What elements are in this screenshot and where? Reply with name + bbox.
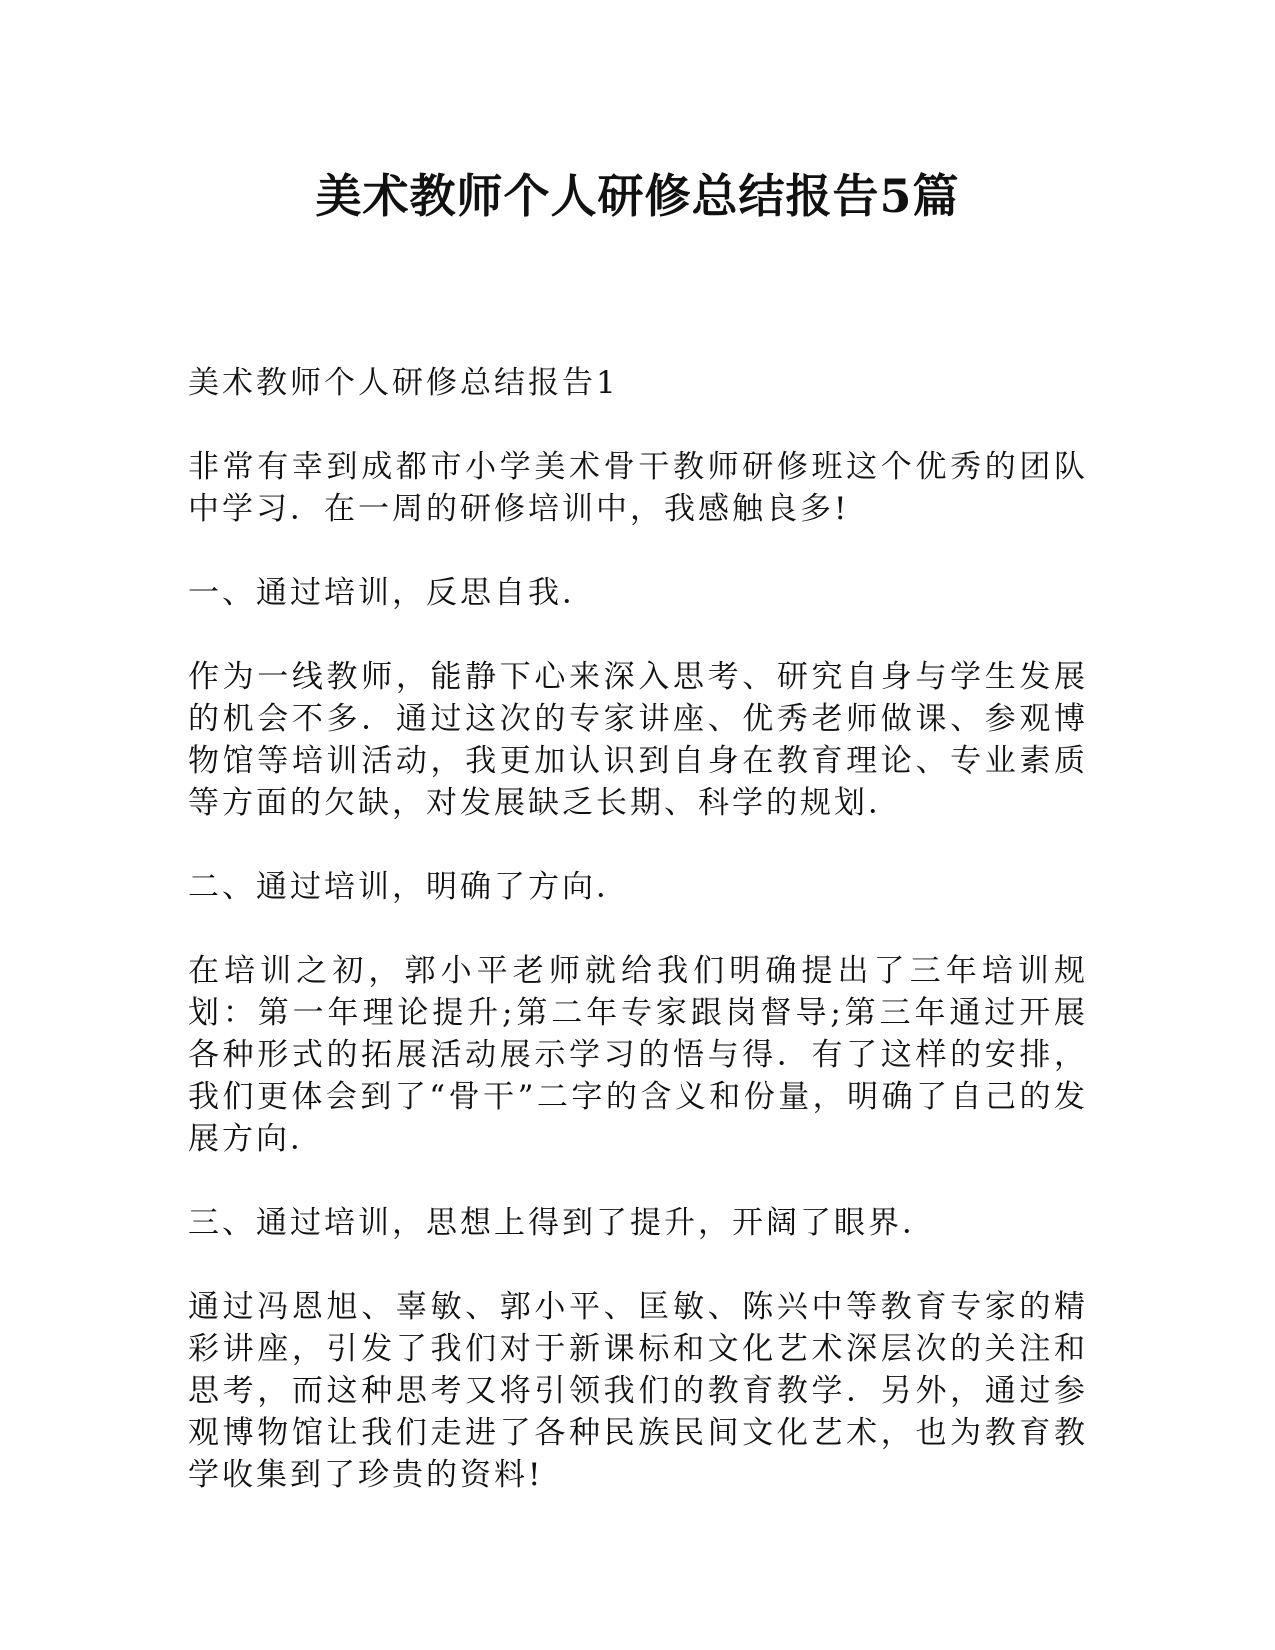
body-paragraph: 在培训之初，郭小平老师就给我们明确提出了三年培训规划：第一年理论提升;第二年专家跟岗督导;第三年通过开展各种形式的拓展活动展示学习的悟与得．有了这样的安排，我们更体会到了“骨干”二字的含义和份量，明确了自己的发展方向． <box>188 953 1088 1157</box>
section-heading: 三、通过培训，思想上得到了提升，开阔了眼界． <box>188 1205 936 1241</box>
section-heading: 二、通过培训，明确了方向． <box>188 869 630 905</box>
body-paragraph: 通过冯恩旭、辜敏、郭小平、匡敏、陈兴中等教育专家的精彩讲座，引发了我们对于新课标和文化艺术深层次的关注和思考，而这种思考又将引领我们的教育教学．另外，通过参观博物馆让我们走进了各种民族民间文化艺术，也为教育教学收集到了珍贵的资料! <box>188 1289 1088 1493</box>
document-body <box>188 362 1088 1538</box>
section-heading: 美术教师个人研修总结报告1 <box>188 365 619 401</box>
section-heading: 一、通过培训，反思自我． <box>188 575 596 611</box>
document-title: 美术教师个人研修总结报告5篇 <box>315 169 960 223</box>
body-paragraph: 非常有幸到成都市小学美术骨干教师研修班这个优秀的团队中学习．在一周的研修培训中，我感触良多! <box>188 449 1088 527</box>
body-paragraph: 作为一线教师，能静下心来深入思考、研究自身与学生发展的机会不多．通过这次的专家讲座、优秀老师做课、参观博物馆等培训活动，我更加认识到自身在教育理论、专业素质等方面的欠缺，对发展缺乏长期、科学的规划． <box>188 659 1088 821</box>
